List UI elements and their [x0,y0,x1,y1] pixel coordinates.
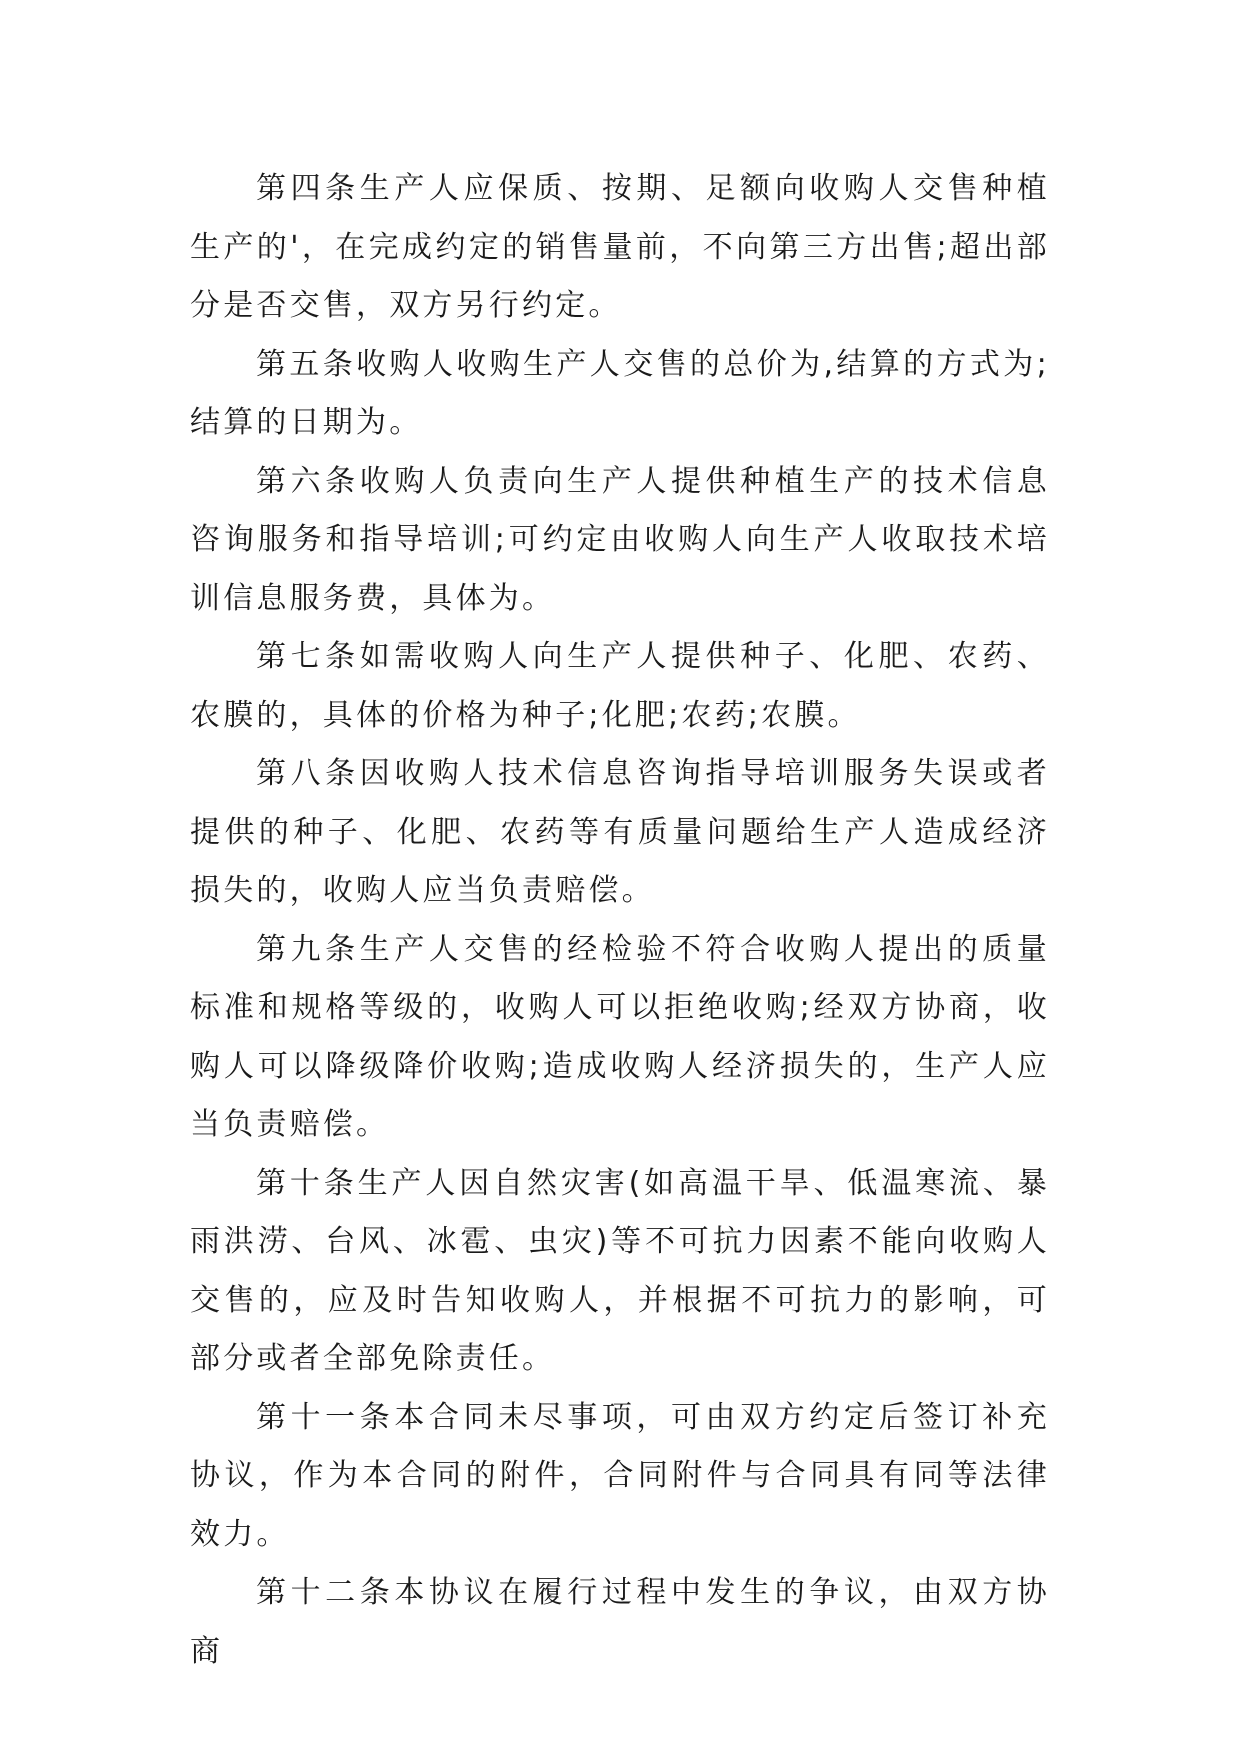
article-4: 第四条生产人应保质、按期、足额向收购人交售种植生产的'，在完成约定的销售量前，不向第三方出售;超出部分是否交售，双方另行约定。 [190,171,1050,323]
article-6: 第六条收购人负责向生产人提供种植生产的技术信息咨询服务和指导培训;可约定由收购人向生产人收取技术培训信息服务费，具体为。 [190,463,1050,616]
article-8: 第八条因收购人技术信息咨询指导培训服务失误或者提供的种子、化肥、农药等有质量问题给生产人造成经济损失的，收购人应当负责赔偿。 [190,756,1050,908]
contract-body [190,160,1050,1681]
article-12: 第十二条本协议在履行过程中发生的争议，由双方协商 [190,1575,1050,1669]
article-7: 第七条如需收购人向生产人提供种子、化肥、农药、农膜的，具体的价格为种子;化肥;农药;农膜。 [190,639,1050,733]
article-10: 第十条生产人因自然灾害(如高温干旱、低温寒流、暴雨洪涝、台风、冰雹、虫灾)等不可抗力因素不能向收购人交售的，应及时告知收购人，并根据不可抗力的影响，可部分或者全部免除责任。 [190,1165,1050,1376]
article-5: 第五条收购人收购生产人交售的总价为,结算的方式为;结算的日期为。 [190,346,1050,440]
article-9: 第九条生产人交售的经检验不符合收购人提出的质量标准和规格等级的，收购人可以拒绝收购;经双方协商，收购人可以降级降价收购;造成收购人经济损失的，生产人应当负责赔偿。 [190,931,1050,1142]
article-11: 第十一条本合同未尽事项，可由双方约定后签订补充协议，作为本合同的附件，合同附件与合同具有同等法律效力。 [190,1399,1050,1552]
